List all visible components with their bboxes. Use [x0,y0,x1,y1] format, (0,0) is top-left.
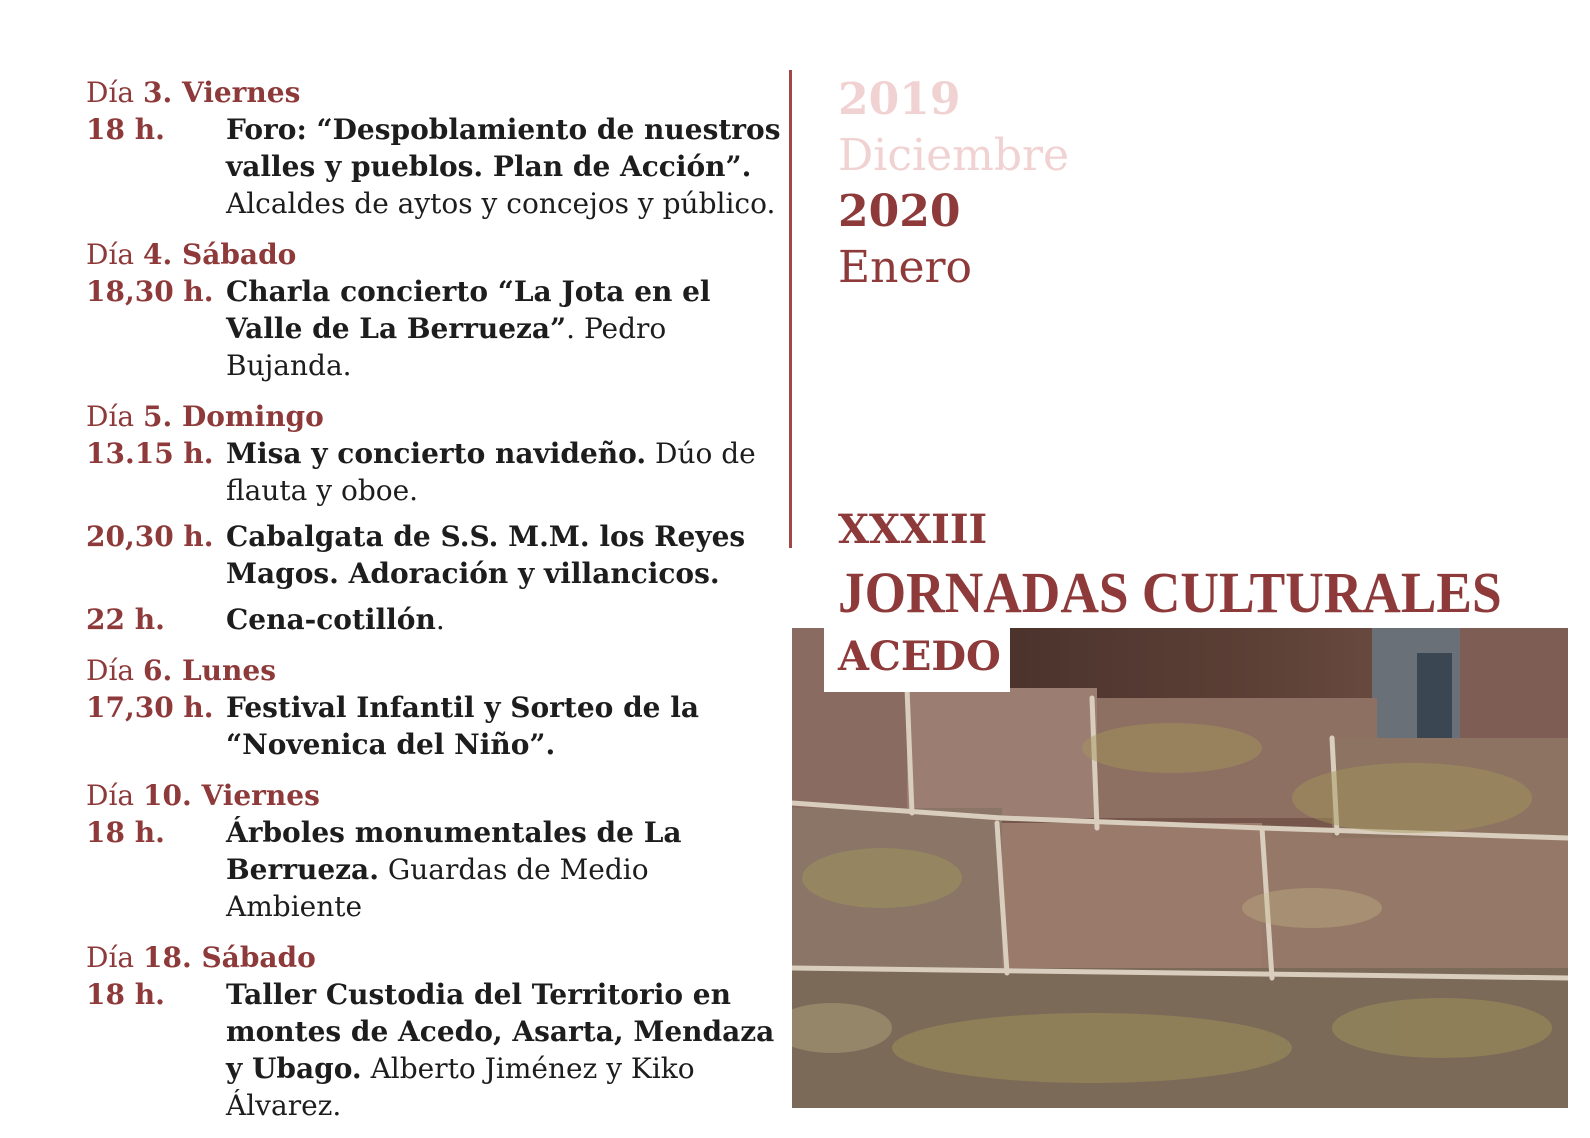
day-heading [86,777,786,814]
event-detail: Guardas de Medio Ambiente [226,853,649,923]
event-title: Taller Custodia del Territorio en montes de Acedo, Asarta, Mendaza y Ubago. [226,978,775,1085]
event-description [226,814,786,925]
day-block [86,777,786,925]
event-description [226,601,786,638]
event-detail: . [435,603,445,636]
day-label: 4. Sábado [143,238,297,271]
event-title: Árboles monumentales de La Berrueza. [226,816,682,886]
day-label: 5. Domingo [143,400,324,433]
event-item [86,273,786,384]
day-prefix: Día [86,76,143,109]
month-enero: Enero [838,242,973,293]
day-block [86,236,786,384]
day-label: 6. Lunes [143,654,276,687]
day-prefix: Día [86,779,143,812]
event-detail: . Pedro Bujanda. [226,312,667,382]
event-title: Cena-cotillón [226,603,436,636]
event-time: 13.15 h. [86,437,214,470]
event-description [226,111,786,222]
vertical-divider [789,70,792,548]
day-heading [86,236,786,273]
event-title: Charla concierto “La Jota en el Valle de La Berrueza” [226,275,711,345]
day-heading [86,939,786,976]
day-prefix: Día [86,654,143,687]
event-time: 22 h. [86,603,165,636]
event-item [86,601,786,638]
edition-number: XXXIII [838,506,988,553]
event-item [86,689,786,763]
event-item [86,435,786,509]
event-title-main: JORNADAS CULTURALES [838,560,1502,625]
date-header [838,72,1069,296]
event-title: Foro: “Despoblamiento de nuestros valles y pueblos. Plan de Acción”. [226,113,781,183]
day-label: 3. Viernes [143,76,301,109]
day-heading [86,74,786,111]
town-name: ACEDO [838,633,1001,680]
day-prefix: Día [86,238,143,271]
event-time: 17,30 h. [86,691,214,724]
event-description [226,435,786,509]
event-detail: Alcaldes de aytos y concejos y público. [226,187,776,220]
day-heading [86,398,786,435]
event-time: 18,30 h. [86,275,214,308]
event-item [86,518,786,592]
event-time: 18 h. [86,816,165,849]
event-item [86,814,786,925]
year-2020: 2020 [838,186,961,237]
day-prefix: Día [86,941,143,974]
event-title: Festival Infantil y Sorteo de la “Novenica del Niño”. [226,691,700,761]
day-label: 18. Sábado [143,941,316,974]
day-block [86,398,786,638]
event-item [86,111,786,222]
schedule [86,74,786,1138]
day-label: 10. Viernes [143,779,320,812]
event-title: Misa y concierto navideño. [226,437,647,470]
month-diciembre: Diciembre [838,130,1070,181]
day-block [86,74,786,222]
day-block [86,652,786,763]
event-time: 18 h. [86,978,165,1011]
event-description [226,976,786,1124]
day-heading [86,652,786,689]
day-block [86,939,786,1124]
event-detail: Alberto Jiménez y Kiko Álvarez. [226,1052,695,1122]
event-time: 20,30 h. [86,520,214,553]
stone-wall-photo [792,628,1568,1108]
event-description [226,518,786,592]
event-item [86,976,786,1124]
year-2019: 2019 [838,74,961,125]
event-title: Cabalgata de S.S. M.M. los Reyes Magos. Adoración y villancicos. [226,520,746,590]
event-time: 18 h. [86,113,165,146]
event-description [226,689,786,763]
day-prefix: Día [86,400,143,433]
event-description [226,273,786,384]
event-detail: Dúo de flauta y oboe. [226,437,756,507]
